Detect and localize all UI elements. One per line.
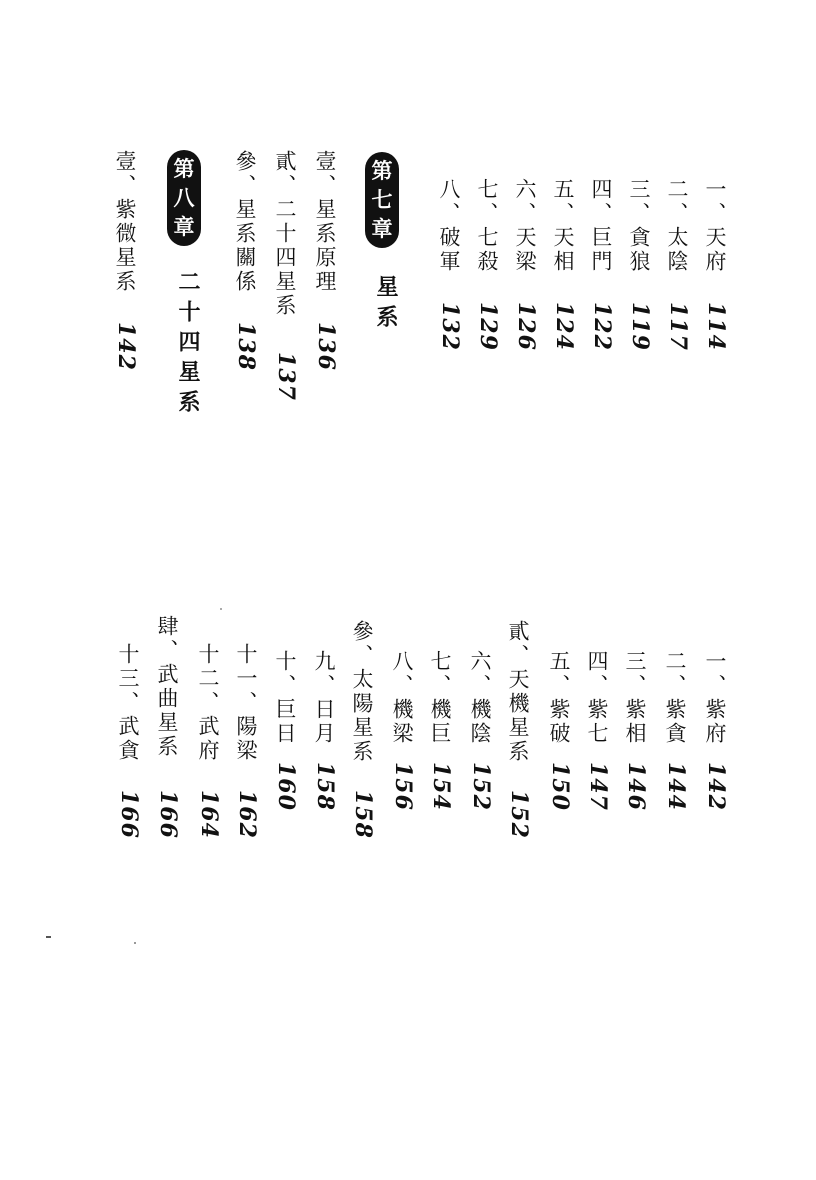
toc-entry-title: 參、太陽星系 [350,620,374,764]
toc-entry-top-7 [434,178,464,274]
toc-entry-title: 六、天梁 [513,178,537,274]
toc-entry-bottom-12 [231,643,261,763]
toc-entry-page: 166 [116,790,142,839]
toc-entry-page: 158 [350,790,376,839]
toc-entry-top-2 [624,178,654,274]
toc-entry-bottom-1 [660,650,690,746]
toc-entry-bottom-6 [465,650,495,746]
toc-entry-page: 142 [703,762,729,811]
toc-entry-title: 七、機巨 [428,650,452,746]
chapter-8-badge [167,150,201,246]
toc-entry-page: 166 [155,790,181,839]
toc-entry-title: 四、巨門 [589,178,613,274]
toc-entry-title: 二、紫貪 [663,650,687,746]
toc-entry-bottom-15 [113,643,143,763]
toc-entry-page: 147 [585,762,611,811]
toc-entry-bottom-14 [152,615,182,759]
toc-entry-bottom-4 [544,650,574,746]
toc-entry-title: 六、機陰 [468,650,492,746]
toc-entry-title: 八、破軍 [437,178,461,274]
toc-entry-bottom-3 [582,650,612,746]
toc-entry-page: 136 [313,322,339,371]
toc-entry-title: 一、天府 [703,178,727,274]
toc-entry-title: 壹、星系原理 [313,150,337,294]
toc-entry-top-3 [586,178,616,274]
toc-entry-ch8-0 [110,150,140,294]
toc-entry-title: 肆、武曲星系 [155,615,179,759]
toc-entry-page: 162 [234,790,260,839]
toc-entry-bottom-8 [387,650,417,746]
toc-entry-top-6 [472,178,502,274]
toc-entry-bottom-7 [425,650,455,746]
toc-entry-bottom-9 [347,620,377,764]
toc-entry-title: 五、紫破 [547,650,571,746]
chapter-7-badge [365,152,399,248]
toc-entry-page: 154 [428,762,454,811]
toc-entry-page: 137 [273,352,299,401]
toc-entry-bottom-0 [700,650,730,746]
toc-entry-bottom-2 [620,650,650,746]
toc-entry-page: 119 [627,302,653,351]
toc-entry-bottom-10 [309,650,339,746]
toc-entry-page: 146 [623,762,649,811]
toc-entry-title: 十二、武府 [196,643,220,763]
toc-entry-page: 152 [506,790,532,839]
toc-entry-page: 156 [390,762,416,811]
toc-entry-page: 122 [589,302,615,351]
toc-entry-title: 壹、紫微星系 [113,150,137,294]
toc-entry-page: 144 [663,762,689,811]
toc-entry-top-0 [700,178,730,274]
chapter-badge-char: 章 [173,215,195,240]
toc-entry-title: 八、機梁 [390,650,414,746]
chapter-8-heading [167,150,201,246]
toc-entry-page: 150 [547,762,573,811]
toc-entry-title: 二、太陰 [665,178,689,274]
scan-speck [220,608,222,610]
toc-entry-top-5 [510,178,540,274]
chapter-7-heading [365,152,399,248]
toc-entry-page: 164 [196,790,222,839]
toc-entry-title: 四、紫七 [585,650,609,746]
toc-entry-page: 160 [273,762,299,811]
toc-entry-page: 158 [312,762,338,811]
toc-entry-top-1 [662,178,692,274]
scan-speck [46,936,51,938]
toc-entry-page: 138 [233,322,259,371]
chapter-badge-char: 第 [371,158,393,183]
toc-entry-bottom-11 [270,650,300,746]
toc-entry-ch7-1 [270,150,300,318]
toc-entry-title: 十三、武貪 [116,643,140,763]
toc-entry-title: 十一、陽梁 [234,643,258,763]
toc-entry-bottom-5 [503,620,533,764]
toc-entry-page: 129 [475,302,501,351]
toc-entry-ch7-0 [310,150,340,294]
toc-entry-page: 152 [468,762,494,811]
toc-entry-page: 126 [513,302,539,351]
toc-entry-title: 七、七殺 [475,178,499,274]
chapter-badge-char: 章 [371,217,393,242]
chapter-7-title: 星系 [373,275,398,335]
toc-entry-title: 三、貪狼 [627,178,651,274]
toc-entry-title: 九、日月 [312,650,336,746]
toc-entry-top-4 [548,178,578,274]
toc-entry-title: 一、紫府 [703,650,727,746]
toc-entry-page: 142 [113,322,139,371]
chapter-badge-char: 八 [173,185,195,210]
toc-entry-ch7-2 [230,150,260,294]
toc-entry-title: 五、天相 [551,178,575,274]
toc-entry-page: 132 [437,302,463,351]
toc-entry-page: 117 [665,302,691,351]
toc-entry-page: 114 [703,302,729,351]
chapter-8-title: 二十四星系 [175,270,200,420]
toc-entry-title: 參、星系關係 [233,150,257,294]
chapter-badge-char: 第 [173,156,195,181]
toc-entry-page: 124 [551,302,577,351]
toc-entry-title: 三、紫相 [623,650,647,746]
toc-entry-bottom-13 [193,643,223,763]
toc-entry-title: 十、巨日 [273,650,297,746]
chapter-badge-char: 七 [371,187,393,212]
scan-speck [134,942,136,944]
toc-entry-title: 貳、天機星系 [506,620,530,764]
toc-entry-title: 貳、二十四星系 [273,150,297,318]
